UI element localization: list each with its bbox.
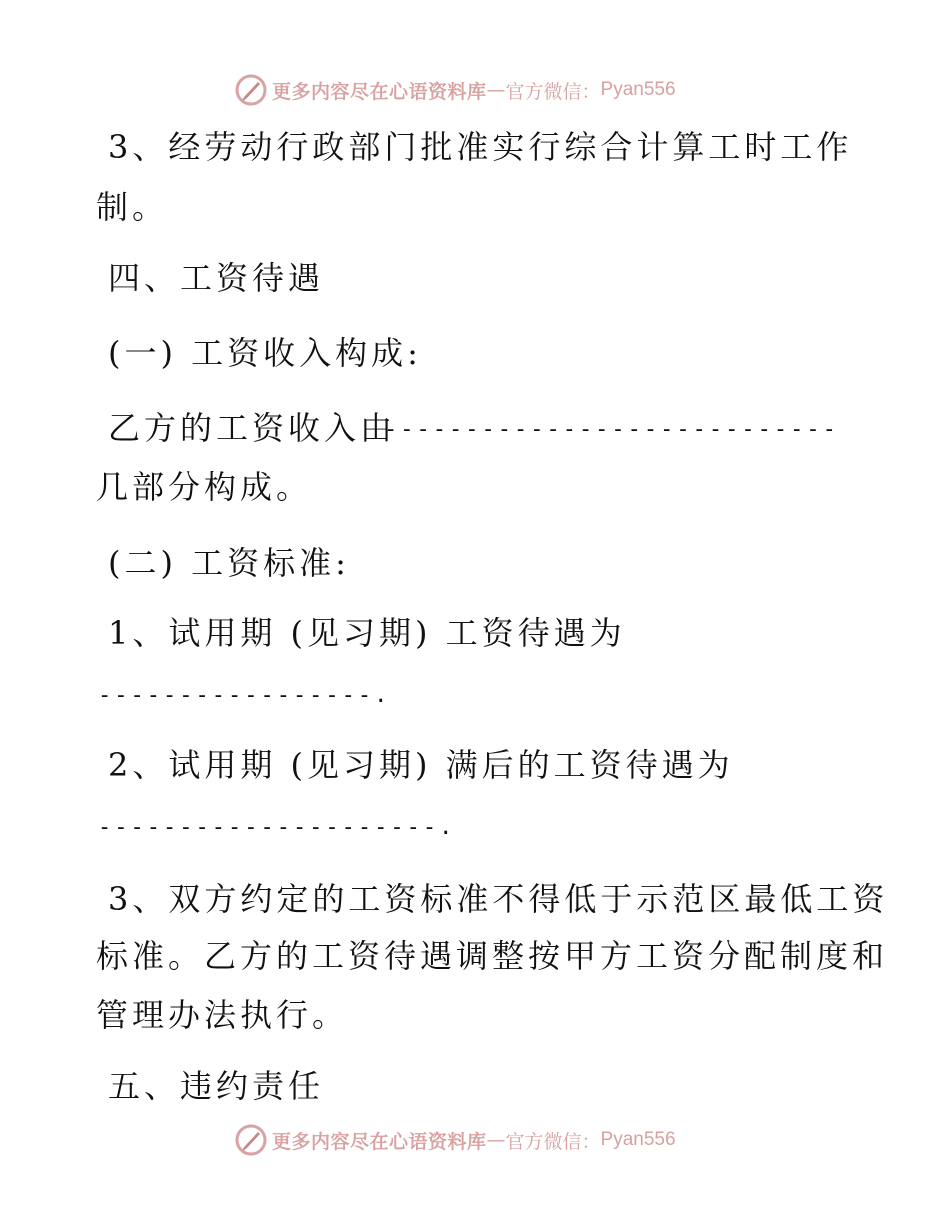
subsection-1-heading: (一) 工资收入构成: xyxy=(108,334,422,372)
wage-composition-blank: ---------------------------- xyxy=(384,417,839,442)
post-probation-wage-line: 2、试用期 (见习期) 满后的工资待遇为 xyxy=(108,746,734,784)
wage-standard-line-1: 3、双方约定的工资标准不得低于示范区最低工资 xyxy=(108,880,889,918)
watermark-wechat-label: 官方微信： xyxy=(505,80,601,103)
quill-logo-icon xyxy=(234,73,268,107)
wage-standard-line-2: 标准。乙方的工资待遇调整按甲方工资分配制度和 xyxy=(96,937,889,975)
probation-wage-blank: -----------------. xyxy=(98,683,391,708)
watermark-separator: — xyxy=(486,1129,506,1151)
watermark-wechat-id: Pyan556 xyxy=(600,1129,676,1150)
watermark-wechat-label: 官方微信： xyxy=(505,1130,601,1153)
probation-wage-line: 1、试用期 (见习期) 工资待遇为 xyxy=(108,614,626,652)
watermark-wechat-id: Pyan556 xyxy=(600,79,676,100)
subsection-2-heading: (二) 工资标准: xyxy=(108,544,350,582)
section-5-heading: 五、违约责任 xyxy=(108,1067,325,1105)
watermark-footer xyxy=(234,1120,676,1160)
clause-3-line-2: 制。 xyxy=(96,188,169,226)
post-probation-wage-blank: ---------------------. xyxy=(98,815,456,840)
wage-standard-line-3: 管理办法执行。 xyxy=(96,996,349,1034)
wage-composition-line-1: 乙方的工资收入由 xyxy=(108,409,397,447)
watermark-brand: 更多内容尽在心语资料库 xyxy=(272,80,487,103)
wage-composition-line-2: 几部分构成。 xyxy=(96,468,313,506)
watermark-header xyxy=(234,70,676,110)
clause-3-line-1: 3、经劳动行政部门批准实行综合计算工时工作 xyxy=(108,128,853,166)
watermark-brand: 更多内容尽在心语资料库 xyxy=(272,1130,487,1153)
quill-logo-icon xyxy=(234,1123,268,1157)
section-4-heading: 四、工资待遇 xyxy=(108,259,325,297)
watermark-separator: — xyxy=(486,79,506,101)
